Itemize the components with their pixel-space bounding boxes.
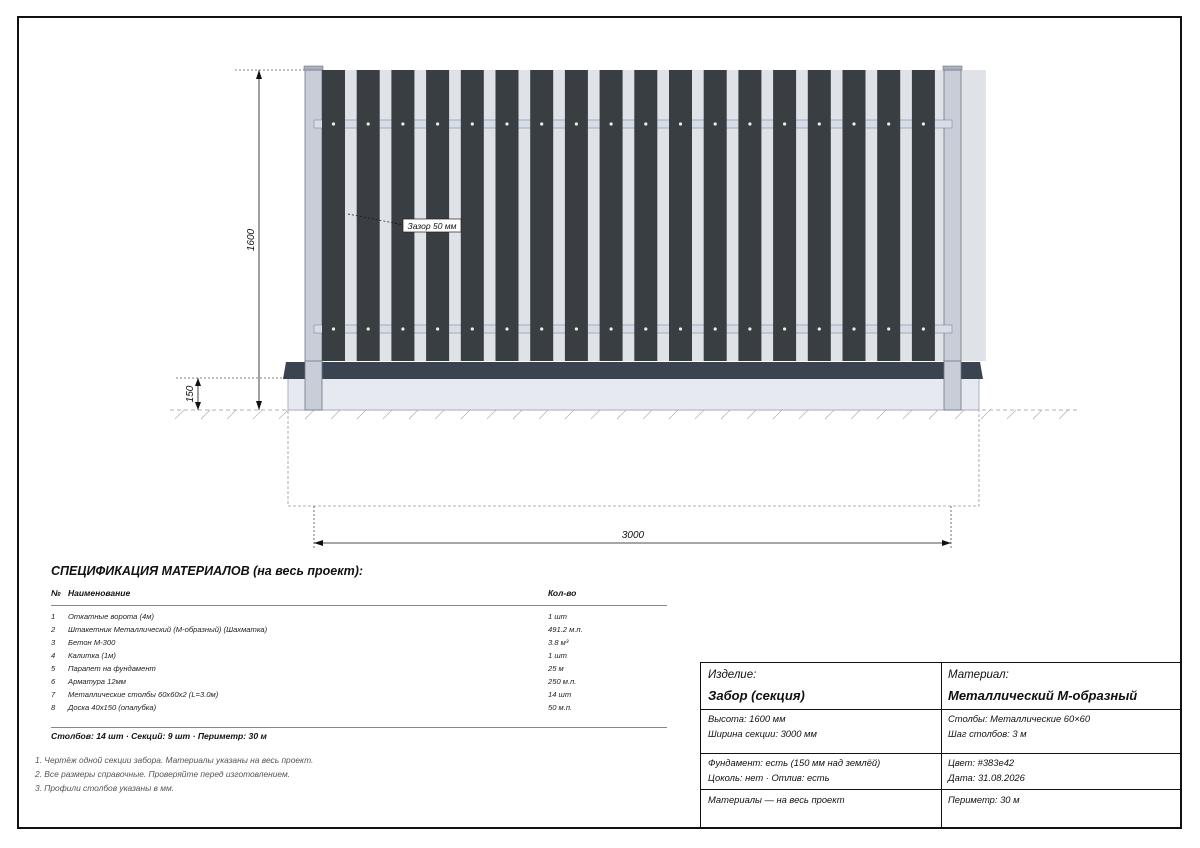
ground-hatch-line [591,410,600,419]
screw [540,327,543,330]
ground-hatch-line [773,410,782,419]
screw [610,122,613,125]
screw [679,327,682,330]
title-block-divider-vertical [941,663,942,827]
note-2: 2. Все размеры справочные. Проверяйте перед изготовлением. [35,769,291,779]
post-step-info: Шаг столбов: 3 м [948,728,1027,739]
spec-col-no: № [51,588,61,598]
title-block-divider-1 [701,709,1180,710]
screw [852,327,855,330]
ground-hatch-line [903,410,912,419]
screw [783,122,786,125]
spec-row-qty: 491.2 м.п. [548,625,583,634]
ground-hatch-line [487,410,496,419]
dim-plinth-arrow-top [195,378,201,386]
posts-info: Столбы: Металлические 60×60 [948,713,1091,724]
spec-row-name: Калитка (1м) [68,651,116,660]
screw [922,122,925,125]
screw [436,122,439,125]
spec-header-rule [51,605,667,606]
materials-note: Материалы — на весь проект [708,794,845,805]
ground-hatch-line [877,410,886,419]
spec-row-qty: 25 м [548,664,564,673]
picket [357,70,380,361]
foundation-info: Фундамент: есть (150 мм над землёй) [708,757,881,768]
section-width-info: Ширина секции: 3000 мм [708,728,817,739]
spec-footer-rule [51,727,667,728]
ground-hatch-line [1033,410,1042,419]
spec-row-qty: 250 м.п. [548,677,577,686]
screw [783,327,786,330]
title-block-divider-2 [701,753,1180,754]
perimeter-info: Периметр: 30 м [948,794,1020,805]
ground-hatch-line [721,410,730,419]
ground-hatch-line [565,410,574,419]
spec-summary: Столбов: 14 шт · Секций: 9 шт · Периметр: 30 м [51,731,267,741]
ground-hatch-line [201,410,210,419]
gap-label: Зазор 50 мм [407,221,457,231]
ground-hatch-line [851,410,860,419]
foundation-underground-outline [288,410,979,506]
picket [912,70,935,361]
ground-hatch-line [461,410,470,419]
picket [669,70,692,361]
ground-hatch-line [409,410,418,419]
ground-hatch [175,410,1068,419]
screw [540,122,543,125]
ground-hatch-line [331,410,340,419]
date-info: Дата: 31.08.2026 [948,772,1025,783]
product-label: Изделие: [708,669,757,681]
picket [704,70,727,361]
picket [634,70,657,361]
screw [818,122,821,125]
ground-hatch-line [513,410,522,419]
spec-row-name: Металлические столбы 60х60х2 (L=3.0м) [68,690,219,699]
screw [471,327,474,330]
post-right-cap [943,66,962,70]
ground-hatch-line [617,410,626,419]
picket [808,70,831,361]
picket [565,70,588,361]
parapet-cap [283,362,983,379]
picket [530,70,553,361]
spec-row-no: 2 [51,625,56,634]
screw [471,122,474,125]
post-right-base [944,361,961,410]
width-dimension: 3000 [621,530,645,541]
spec-row-name: Доска 40х150 (опалубка) [68,703,157,712]
screw [714,122,717,125]
screw [505,122,508,125]
post-left-cap [304,66,323,70]
picket [773,70,796,361]
screw [332,327,335,330]
dim-height-arrow-top [256,70,262,79]
screw [887,327,890,330]
picket [738,70,761,361]
height-dimension: 1600 [246,228,257,252]
spec-row-no: 1 [51,612,56,621]
ground-hatch-line [1059,410,1068,419]
spec-row-qty: 14 шт [548,690,572,699]
spec-row-no: 5 [51,664,56,673]
screw [748,122,751,125]
plinth-dimension: 150 [185,385,196,403]
title-block-divider-3 [701,789,1180,790]
spec-row-no: 8 [51,703,56,712]
ground-hatch-line [643,410,652,419]
screw [644,122,647,125]
spec-row-qty: 50 м.п. [548,703,573,712]
screw [436,327,439,330]
ground-hatch-line [955,410,964,419]
ground-hatch-line [1007,410,1016,419]
plinth-info: Цоколь: нет · Отлив: есть [708,772,830,783]
screw [367,327,370,330]
screw [644,327,647,330]
spec-row-no: 7 [51,690,56,699]
screw [922,327,925,330]
spec-row-name: Откатные ворота (4м) [68,612,154,621]
spec-row-no: 6 [51,677,56,686]
spec-row-qty: 1 шт [548,612,567,621]
spec-title: СПЕЦИФИКАЦИЯ МАТЕРИАЛОВ (на весь проект): [51,564,364,578]
ground-hatch-line [929,410,938,419]
title-block [700,662,1181,828]
screw [332,122,335,125]
ground-hatch-line [825,410,834,419]
post-left-base [305,361,322,410]
spec-col-qty: Кол-во [548,588,577,598]
foundation-strip [288,378,979,410]
screw [505,327,508,330]
dim-height-arrow-bottom [256,401,262,410]
color-info: Цвет: #383e42 [948,757,1015,768]
picket [322,70,345,361]
picket [426,70,449,361]
material-value: Металлический М-образный [948,688,1138,703]
dim-width-arrow-left [314,540,323,546]
spec-row-name: Арматура 12мм [68,677,127,686]
ground-hatch-line [227,410,236,419]
screw [367,122,370,125]
screw [852,122,855,125]
ground-hatch-line [669,410,678,419]
ground-hatch-line [539,410,548,419]
ground-hatch-line [695,410,704,419]
spec-row-qty: 1 шт [548,651,567,660]
screw [748,327,751,330]
screw [401,122,404,125]
picket [391,70,414,361]
picket [600,70,623,361]
screw [610,327,613,330]
ground-hatch-line [799,410,808,419]
screw [401,327,404,330]
ground-hatch-line [175,410,184,419]
ground-hatch-line [981,410,990,419]
screw [887,122,890,125]
spec-row-qty: 3.8 м³ [548,638,569,647]
ground-hatch-line [279,410,288,419]
product-value: Забор (секция) [708,688,805,703]
dim-width-arrow-right [942,540,951,546]
ground-hatch-line [383,410,392,419]
screw [575,327,578,330]
screw [818,327,821,330]
material-label: Материал: [948,669,1009,681]
ground-hatch-line [435,410,444,419]
ground-hatch-line [253,410,262,419]
picket [843,70,866,361]
spec-row-name: Штакетник Металлический (М-образный) (Шахматка) [68,625,268,634]
spec-row-no: 3 [51,638,56,647]
spec-row-name: Бетон М-300 [68,638,116,647]
ground-hatch-line [357,410,366,419]
ground-hatch-line [747,410,756,419]
screw [679,122,682,125]
picket [461,70,484,361]
picket [877,70,900,361]
picket [496,70,519,361]
spec-row-no: 4 [51,651,56,660]
screw [714,327,717,330]
ground-hatch-line [305,410,314,419]
spec-col-name: Наименование [68,588,131,598]
note-3: 3. Профили столбов указаны в мм. [35,783,175,793]
height-info: Высота: 1600 мм [708,713,786,724]
note-1: 1. Чертёж одной секции забора. Материалы указаны на весь проект. [35,755,314,765]
spec-row-name: Парапет на фундамент [68,664,156,673]
screw [575,122,578,125]
